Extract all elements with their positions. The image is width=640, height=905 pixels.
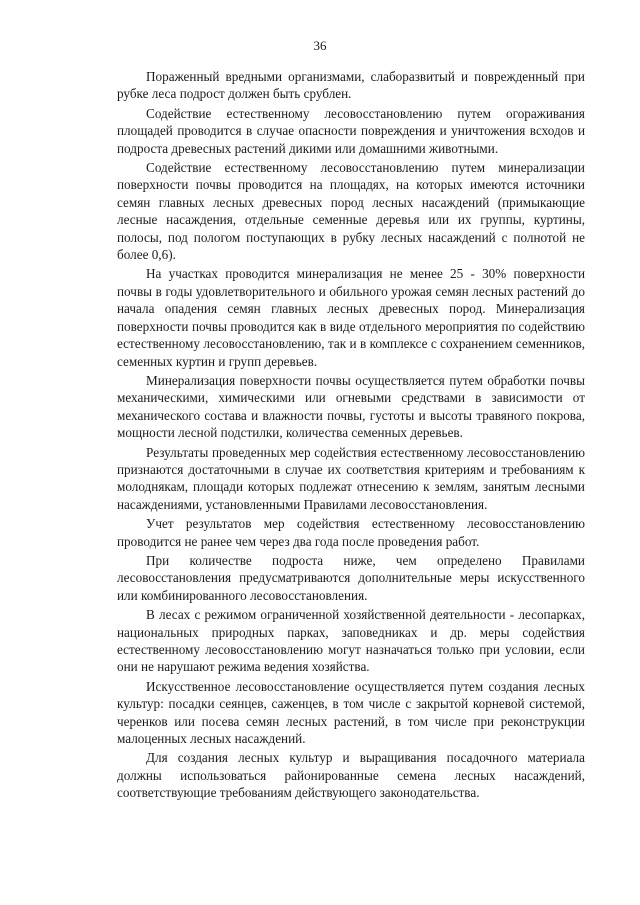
paragraph: Минерализация поверхности почвы осуществляется путем обработки почвы механическими, химическими или огневыми средствами в зависимости от механического состава и влажности почвы, густоты и высоты травяного покрова, мощности лесной подстилки, количества семенных деревьев.: [117, 372, 585, 441]
paragraph: На участках проводится минерализация не менее 25 - 30% поверхности почвы в годы удовлетворительного и обильного урожая семян лесных растений до начала опадения семян главных лесных древесных пород. Минерализация поверхности почвы проводится как в виде отдельного мероприятия по содействию естественному лесовосстановлению, так и в комплексе с сохранением семенников, семенных куртин и групп деревьев.: [117, 266, 585, 369]
paragraph: Пораженный вредными организмами, слаборазвитый и поврежденный при рубке леса подрост должен быть срублен.: [117, 69, 585, 102]
paragraph: Содействие естественному лесовосстановлению путем минерализации поверхности почвы проводится на площадях, на которых имеются источники семян главных лесных древесных пород лесных насаждений (примыкающие лесные насаждения, отдельные семенные деревья или их группы, куртины, полосы, под пологом поступающих в рубку лесных насаждений с полнотой не более 0,6).: [117, 160, 585, 263]
paragraph: Искусственное лесовосстановление осуществляется путем создания лесных культур: посадки сеянцев, саженцев, в том числе с закрытой корневой системой, черенков или посева семян лесных растений, в том числе при реконструкции малоценных лесных насаждений.: [117, 678, 585, 747]
paragraph: Результаты проведенных мер содействия естественному лесовосстановлению признаются достаточными в случае их соответствия критериям и требованиям к молоднякам, площади которых подлежат отнесению к землям, занятым лесными насаждениями, установленными Правилами лесовосстановления.: [117, 444, 585, 512]
paragraph: При количестве подроста ниже, чем определено Правилами лесовосстановления предусматриваются дополнительные меры искусственного или комбинированного лесовосстановления.: [117, 552, 585, 603]
paragraph: Для создания лесных культур и выращивания посадочного материала должны использоваться районированные семена лесных насаждений, соответствующие требованиям действующего законодательства.: [117, 750, 585, 801]
document-body: [117, 68, 585, 804]
paragraph: В лесах с режимом ограниченной хозяйственной деятельности - лесопарках, национальных природных парках, заповедниках и др. меры содействия естественному лесовосстановлению могут назначаться только при условии, если они не нарушают режима ведения хозяйства.: [117, 607, 585, 675]
paragraph: Учет результатов мер содействия естественному лесовосстановлению проводится не ранее чем через два года после проведения работ.: [117, 516, 585, 549]
paragraph: Содействие естественному лесовосстановлению путем огораживания площадей проводится в случае опасности повреждения и уничтожения всходов и подроста древесных растений дикими или домашними животными.: [117, 105, 585, 156]
page-number: 36: [313, 38, 327, 53]
